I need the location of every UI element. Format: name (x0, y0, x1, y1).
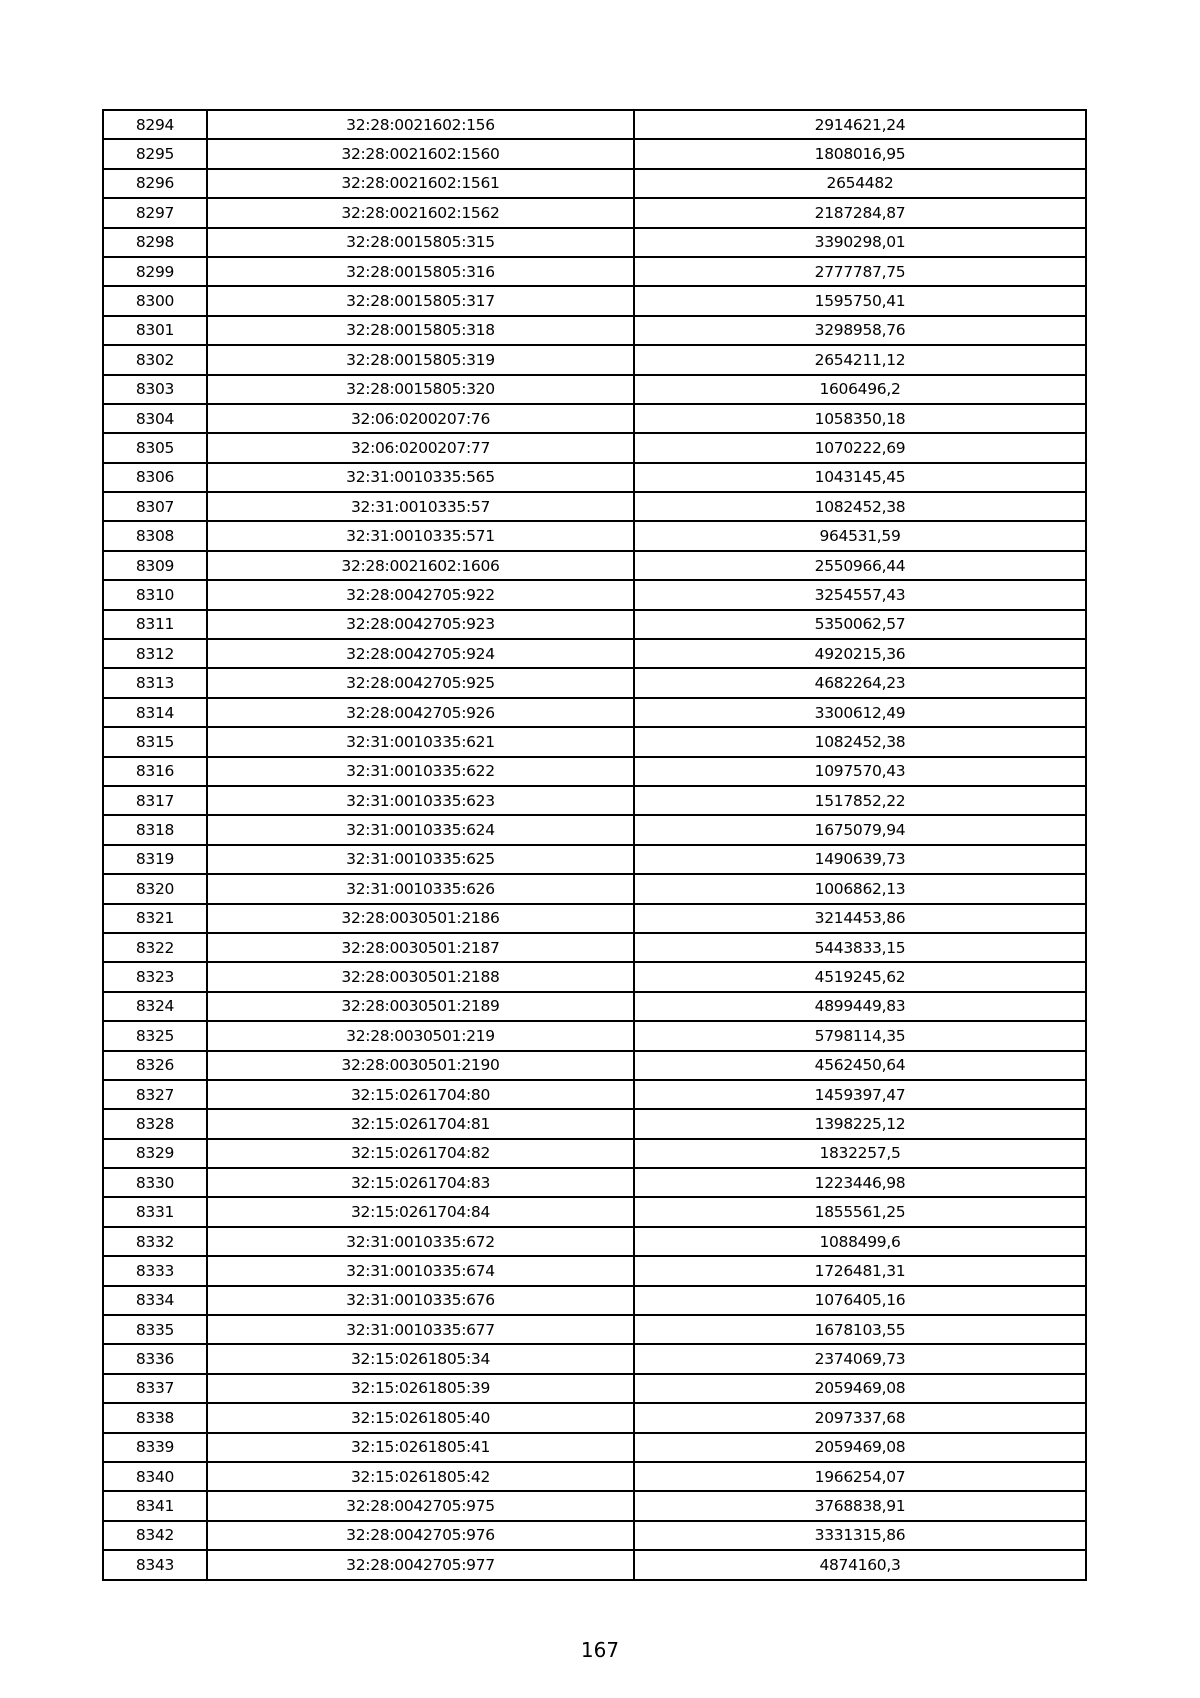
cadastral-number-cell: 32:28:0021602:1562 (207, 198, 634, 227)
table-row (103, 580, 1086, 609)
row-number-cell: 8317 (103, 786, 207, 815)
row-number-cell: 8333 (103, 1256, 207, 1285)
table-row (103, 1227, 1086, 1256)
row-number-cell: 8334 (103, 1286, 207, 1315)
cadastral-value-cell: 3300612,49 (634, 698, 1086, 727)
row-number-cell: 8300 (103, 286, 207, 315)
table-row (103, 786, 1086, 815)
cadastral-value-cell: 3768838,91 (634, 1491, 1086, 1520)
cadastral-number-cell: 32:28:0021602:1561 (207, 169, 634, 198)
table-row (103, 1315, 1086, 1344)
table-row (103, 316, 1086, 345)
row-number-cell: 8299 (103, 257, 207, 286)
row-number-cell: 8341 (103, 1491, 207, 1520)
cadastral-number-cell: 32:15:0261704:82 (207, 1139, 634, 1168)
row-number-cell: 8332 (103, 1227, 207, 1256)
cadastral-number-cell: 32:28:0015805:317 (207, 286, 634, 315)
table-row (103, 169, 1086, 198)
cadastral-value-cell: 4874160,3 (634, 1550, 1086, 1579)
cadastral-number-cell: 32:31:0010335:626 (207, 874, 634, 903)
cadastral-number-cell: 32:28:0021602:1606 (207, 551, 634, 580)
row-number-cell: 8337 (103, 1374, 207, 1403)
cadastral-value-cell: 2059469,08 (634, 1433, 1086, 1462)
cadastral-number-cell: 32:28:0015805:316 (207, 257, 634, 286)
cadastral-number-cell: 32:15:0261805:39 (207, 1374, 634, 1403)
table-row (103, 1550, 1086, 1579)
row-number-cell: 8321 (103, 904, 207, 933)
cadastral-number-cell: 32:28:0030501:2186 (207, 904, 634, 933)
cadastral-number-cell: 32:31:0010335:622 (207, 757, 634, 786)
cadastral-value-cell: 1595750,41 (634, 286, 1086, 315)
cadastral-number-cell: 32:31:0010335:571 (207, 521, 634, 550)
cadastral-value-cell: 2374069,73 (634, 1344, 1086, 1373)
row-number-cell: 8303 (103, 375, 207, 404)
table-row (103, 1433, 1086, 1462)
row-number-cell: 8301 (103, 316, 207, 345)
table-row (103, 1491, 1086, 1520)
row-number-cell: 8314 (103, 698, 207, 727)
table-row (103, 110, 1086, 139)
cadastral-number-cell: 32:31:0010335:621 (207, 727, 634, 756)
cadastral-value-cell: 2777787,75 (634, 257, 1086, 286)
table-row (103, 698, 1086, 727)
table-row (103, 845, 1086, 874)
cadastral-value-cell: 3214453,86 (634, 904, 1086, 933)
cadastral-value-cell: 2550966,44 (634, 551, 1086, 580)
cadastral-value-cell: 5798114,35 (634, 1021, 1086, 1050)
cadastral-value-cell: 5443833,15 (634, 933, 1086, 962)
cadastral-number-cell: 32:15:0261704:81 (207, 1109, 634, 1138)
row-number-cell: 8320 (103, 874, 207, 903)
cadastral-number-cell: 32:28:0030501:219 (207, 1021, 634, 1050)
table-row (103, 551, 1086, 580)
table-row (103, 1109, 1086, 1138)
cadastral-value-cell: 1726481,31 (634, 1256, 1086, 1285)
cadastral-value-cell: 3254557,43 (634, 580, 1086, 609)
cadastral-value-cell: 1076405,16 (634, 1286, 1086, 1315)
row-number-cell: 8331 (103, 1197, 207, 1226)
row-number-cell: 8325 (103, 1021, 207, 1050)
cadastral-number-cell: 32:28:0042705:924 (207, 639, 634, 668)
table-row (103, 610, 1086, 639)
table-row (103, 1051, 1086, 1080)
row-number-cell: 8318 (103, 815, 207, 844)
cadastral-value-cell: 4562450,64 (634, 1051, 1086, 1080)
table-row (103, 375, 1086, 404)
table-row (103, 139, 1086, 168)
cadastral-value-cell: 1082452,38 (634, 727, 1086, 756)
table-row (103, 521, 1086, 550)
row-number-cell: 8319 (103, 845, 207, 874)
cadastral-value-cell: 1058350,18 (634, 404, 1086, 433)
row-number-cell: 8312 (103, 639, 207, 668)
cadastral-value-cell: 1606496,2 (634, 375, 1086, 404)
cadastral-number-cell: 32:28:0030501:2188 (207, 962, 634, 991)
cadastral-number-cell: 32:28:0042705:922 (207, 580, 634, 609)
table-row (103, 727, 1086, 756)
cadastral-number-cell: 32:15:0261805:42 (207, 1462, 634, 1491)
row-number-cell: 8305 (103, 433, 207, 462)
cadastral-number-cell: 32:06:0200207:77 (207, 433, 634, 462)
table-row (103, 1197, 1086, 1226)
cadastral-value-cell: 3331315,86 (634, 1521, 1086, 1550)
table-row (103, 874, 1086, 903)
table-row (103, 639, 1086, 668)
cadastral-number-cell: 32:06:0200207:76 (207, 404, 634, 433)
table-row (103, 404, 1086, 433)
table-row (103, 1080, 1086, 1109)
table-row (103, 962, 1086, 991)
cadastral-number-cell: 32:28:0042705:926 (207, 698, 634, 727)
table-row (103, 992, 1086, 1021)
cadastral-value-cell: 1223446,98 (634, 1168, 1086, 1197)
row-number-cell: 8343 (103, 1550, 207, 1579)
row-number-cell: 8298 (103, 228, 207, 257)
cadastral-number-cell: 32:28:0042705:976 (207, 1521, 634, 1550)
table-row (103, 463, 1086, 492)
row-number-cell: 8302 (103, 345, 207, 374)
row-number-cell: 8338 (103, 1403, 207, 1432)
cadastral-number-cell: 32:15:0261805:41 (207, 1433, 634, 1462)
cadastral-number-cell: 32:15:0261805:40 (207, 1403, 634, 1432)
cadastral-value-cell: 1097570,43 (634, 757, 1086, 786)
row-number-cell: 8294 (103, 110, 207, 139)
row-number-cell: 8327 (103, 1080, 207, 1109)
row-number-cell: 8304 (103, 404, 207, 433)
row-number-cell: 8339 (103, 1433, 207, 1462)
cadastral-value-cell: 3298958,76 (634, 316, 1086, 345)
cadastral-value-cell: 1082452,38 (634, 492, 1086, 521)
cadastral-value-cell: 1459397,47 (634, 1080, 1086, 1109)
cadastral-value-cell: 2654482 (634, 169, 1086, 198)
row-number-cell: 8336 (103, 1344, 207, 1373)
cadastral-number-cell: 32:28:0042705:977 (207, 1550, 634, 1579)
table-row (103, 1286, 1086, 1315)
cadastral-value-cell: 2654211,12 (634, 345, 1086, 374)
table-row (103, 933, 1086, 962)
cadastral-value-cell: 5350062,57 (634, 610, 1086, 639)
cadastral-value-cell: 1808016,95 (634, 139, 1086, 168)
row-number-cell: 8342 (103, 1521, 207, 1550)
cadastral-value-cell: 1832257,5 (634, 1139, 1086, 1168)
cadastral-value-cell: 2097337,68 (634, 1403, 1086, 1432)
cadastral-value-cell: 1088499,6 (634, 1227, 1086, 1256)
cadastral-number-cell: 32:28:0042705:923 (207, 610, 634, 639)
row-number-cell: 8335 (103, 1315, 207, 1344)
row-number-cell: 8328 (103, 1109, 207, 1138)
cadastral-value-cell: 1006862,13 (634, 874, 1086, 903)
row-number-cell: 8316 (103, 757, 207, 786)
table-row (103, 1344, 1086, 1373)
row-number-cell: 8340 (103, 1462, 207, 1491)
row-number-cell: 8324 (103, 992, 207, 1021)
cadastral-number-cell: 32:31:0010335:57 (207, 492, 634, 521)
cadastral-value-cell: 1678103,55 (634, 1315, 1086, 1344)
table-row (103, 1139, 1086, 1168)
row-number-cell: 8297 (103, 198, 207, 227)
table-row (103, 198, 1086, 227)
table-row (103, 757, 1086, 786)
table-row (103, 1521, 1086, 1550)
cadastral-value-cell: 4682264,23 (634, 668, 1086, 697)
cadastral-number-cell: 32:15:0261704:84 (207, 1197, 634, 1226)
cadastral-number-cell: 32:31:0010335:674 (207, 1256, 634, 1285)
cadastral-number-cell: 32:28:0015805:318 (207, 316, 634, 345)
cadastral-value-cell: 1675079,94 (634, 815, 1086, 844)
page-number: 167 (580, 1638, 620, 1662)
cadastral-value-cell: 1398225,12 (634, 1109, 1086, 1138)
cadastral-number-cell: 32:28:0015805:319 (207, 345, 634, 374)
row-number-cell: 8307 (103, 492, 207, 521)
table-row (103, 228, 1086, 257)
cadastral-value-cell: 4899449,83 (634, 992, 1086, 1021)
cadastral-number-cell: 32:28:0030501:2190 (207, 1051, 634, 1080)
row-number-cell: 8313 (103, 668, 207, 697)
cadastral-number-cell: 32:28:0042705:925 (207, 668, 634, 697)
cadastral-value-cell: 2059469,08 (634, 1374, 1086, 1403)
cadastral-value-cell: 4519245,62 (634, 962, 1086, 991)
table-row (103, 1462, 1086, 1491)
cadastral-value-cell: 1070222,69 (634, 433, 1086, 462)
cadastral-value-cell: 2187284,87 (634, 198, 1086, 227)
cadastral-value-cell: 3390298,01 (634, 228, 1086, 257)
row-number-cell: 8323 (103, 962, 207, 991)
table-row (103, 1374, 1086, 1403)
row-number-cell: 8330 (103, 1168, 207, 1197)
cadastral-value-cell: 1490639,73 (634, 845, 1086, 874)
cadastral-number-cell: 32:31:0010335:677 (207, 1315, 634, 1344)
table-row (103, 345, 1086, 374)
table-row (103, 257, 1086, 286)
cadastral-number-cell: 32:28:0042705:975 (207, 1491, 634, 1520)
row-number-cell: 8322 (103, 933, 207, 962)
cadastral-number-cell: 32:28:0030501:2189 (207, 992, 634, 1021)
cadastral-number-cell: 32:28:0015805:315 (207, 228, 634, 257)
cadastral-value-cell: 1043145,45 (634, 463, 1086, 492)
table-row (103, 1403, 1086, 1432)
cadastral-value-cell: 1517852,22 (634, 786, 1086, 815)
row-number-cell: 8311 (103, 610, 207, 639)
row-number-cell: 8295 (103, 139, 207, 168)
cadastral-value-cell: 964531,59 (634, 521, 1086, 550)
cadastral-value-cell: 2914621,24 (634, 110, 1086, 139)
cadastral-number-cell: 32:31:0010335:624 (207, 815, 634, 844)
row-number-cell: 8308 (103, 521, 207, 550)
cadastral-value-table (102, 109, 1087, 1581)
table-row (103, 286, 1086, 315)
cadastral-number-cell: 32:31:0010335:623 (207, 786, 634, 815)
table-row (103, 668, 1086, 697)
cadastral-number-cell: 32:28:0021602:1560 (207, 139, 634, 168)
cadastral-number-cell: 32:31:0010335:565 (207, 463, 634, 492)
table-row (103, 433, 1086, 462)
cadastral-number-cell: 32:31:0010335:676 (207, 1286, 634, 1315)
table-row (103, 1256, 1086, 1285)
row-number-cell: 8329 (103, 1139, 207, 1168)
cadastral-number-cell: 32:15:0261805:34 (207, 1344, 634, 1373)
row-number-cell: 8310 (103, 580, 207, 609)
row-number-cell: 8296 (103, 169, 207, 198)
cadastral-number-cell: 32:28:0030501:2187 (207, 933, 634, 962)
table-row (103, 492, 1086, 521)
cadastral-number-cell: 32:15:0261704:83 (207, 1168, 634, 1197)
cadastral-value-cell: 1966254,07 (634, 1462, 1086, 1491)
cadastral-value-cell: 1855561,25 (634, 1197, 1086, 1226)
table-row (103, 1168, 1086, 1197)
cadastral-number-cell: 32:31:0010335:625 (207, 845, 634, 874)
cadastral-number-cell: 32:28:0015805:320 (207, 375, 634, 404)
cadastral-number-cell: 32:31:0010335:672 (207, 1227, 634, 1256)
row-number-cell: 8326 (103, 1051, 207, 1080)
row-number-cell: 8309 (103, 551, 207, 580)
table-row (103, 1021, 1086, 1050)
cadastral-number-cell: 32:28:0021602:156 (207, 110, 634, 139)
cadastral-value-cell: 4920215,36 (634, 639, 1086, 668)
row-number-cell: 8306 (103, 463, 207, 492)
table-row (103, 815, 1086, 844)
row-number-cell: 8315 (103, 727, 207, 756)
table-row (103, 904, 1086, 933)
table-body (103, 110, 1086, 1580)
cadastral-number-cell: 32:15:0261704:80 (207, 1080, 634, 1109)
